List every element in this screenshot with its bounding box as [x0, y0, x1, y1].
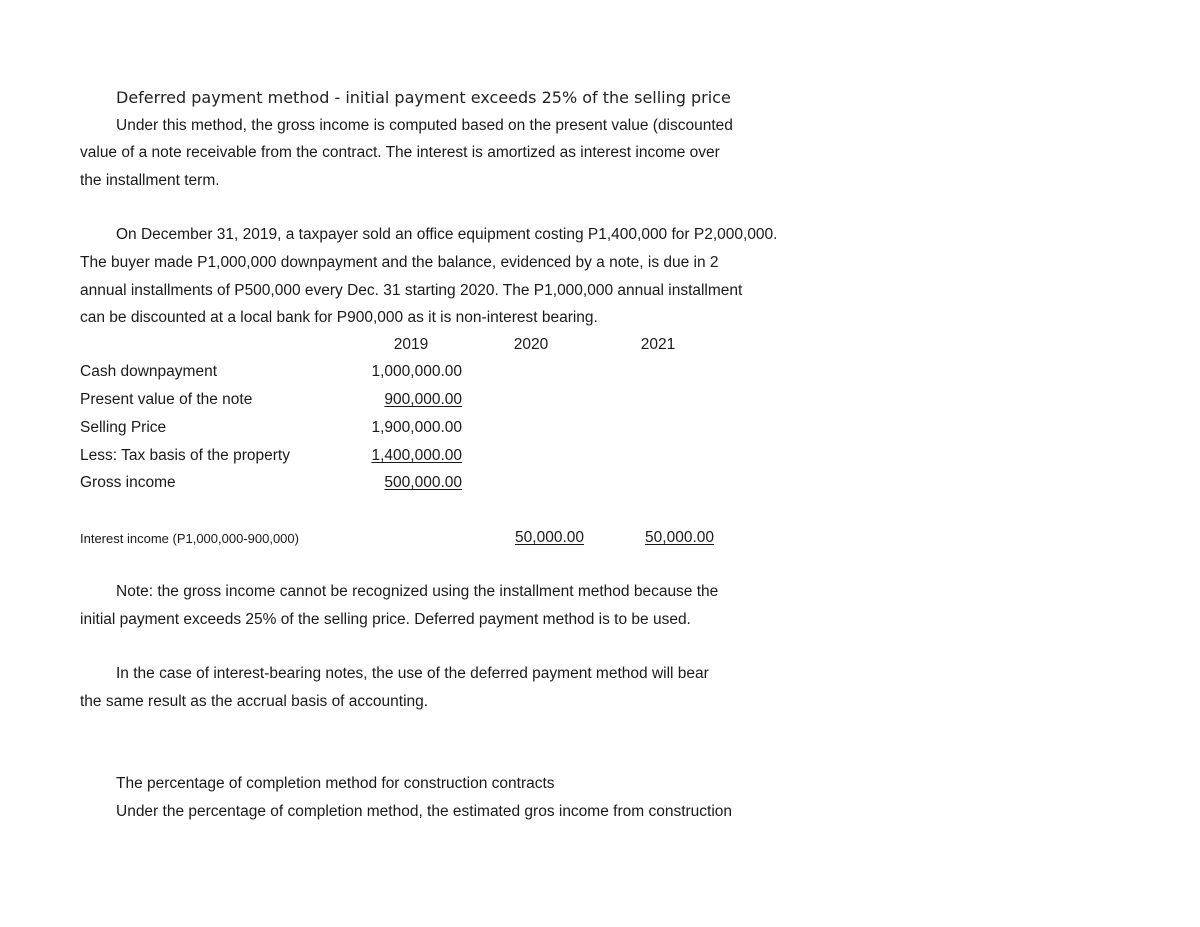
row-value-present-value: 900,000.00	[384, 391, 462, 408]
intro-line-1: Under this method, the gross income is computed based on the present value (discounted	[116, 117, 733, 134]
interest-income-2021: 50,000.00	[645, 529, 714, 546]
row-label-cash-downpayment: Cash downpayment	[80, 363, 217, 380]
note-line-1: Note: the gross income cannot be recognized using the installment method because the	[116, 583, 719, 600]
section-heading: Deferred payment method - initial payment exceeds 25% of the selling price	[116, 88, 731, 107]
section2-intro: Under the percentage of completion method, the estimated gros income from construction	[116, 803, 733, 820]
row-value-selling-price: 1,900,000.00	[371, 419, 462, 436]
row-value-tax-basis: 1,400,000.00	[371, 447, 462, 464]
section2-heading: The percentage of completion method for construction contracts	[116, 775, 555, 792]
row-value-cash-downpayment: 1,000,000.00	[371, 363, 462, 380]
year-2019-header: 2019	[393, 336, 429, 353]
intro-line-3: the installment term.	[80, 172, 220, 189]
note-line-2: initial payment exceeds 25% of the selling price. Deferred payment method is to be used.	[80, 611, 691, 628]
interest-bearing-line-1: In the case of interest-bearing notes, the use of the deferred payment method will bear	[116, 665, 709, 682]
row-label-tax-basis: Less: Tax basis of the property	[80, 447, 290, 464]
example-line-4: can be discounted at a local bank for P900,000 as it is non-interest bearing.	[80, 309, 598, 326]
row-label-present-value: Present value of the note	[80, 391, 253, 408]
interest-income-2020: 50,000.00	[515, 529, 584, 546]
example-line-2: The buyer made P1,000,000 downpayment and the balance, evidenced by a note, is due in 2	[80, 254, 719, 271]
example-line-1: On December 31, 2019, a taxpayer sold an office equipment costing P1,400,000 for P2,000,000.	[116, 226, 778, 243]
example-line-3: annual installments of P500,000 every Dec. 31 starting 2020. The P1,000,000 annual installment	[80, 282, 743, 299]
row-label-selling-price: Selling Price	[80, 419, 167, 436]
year-2020-header: 2020	[513, 336, 549, 353]
interest-income-label: Interest income (P1,000,000-900,000)	[80, 531, 299, 546]
year-2021-header: 2021	[640, 336, 676, 353]
intro-line-2: value of a note receivable from the contract. The interest is amortized as interest income over	[80, 144, 720, 161]
interest-bearing-line-2: the same result as the accrual basis of accounting.	[80, 693, 429, 710]
row-label-gross-income: Gross income	[80, 474, 176, 491]
row-value-gross-income: 500,000.00	[384, 474, 462, 491]
